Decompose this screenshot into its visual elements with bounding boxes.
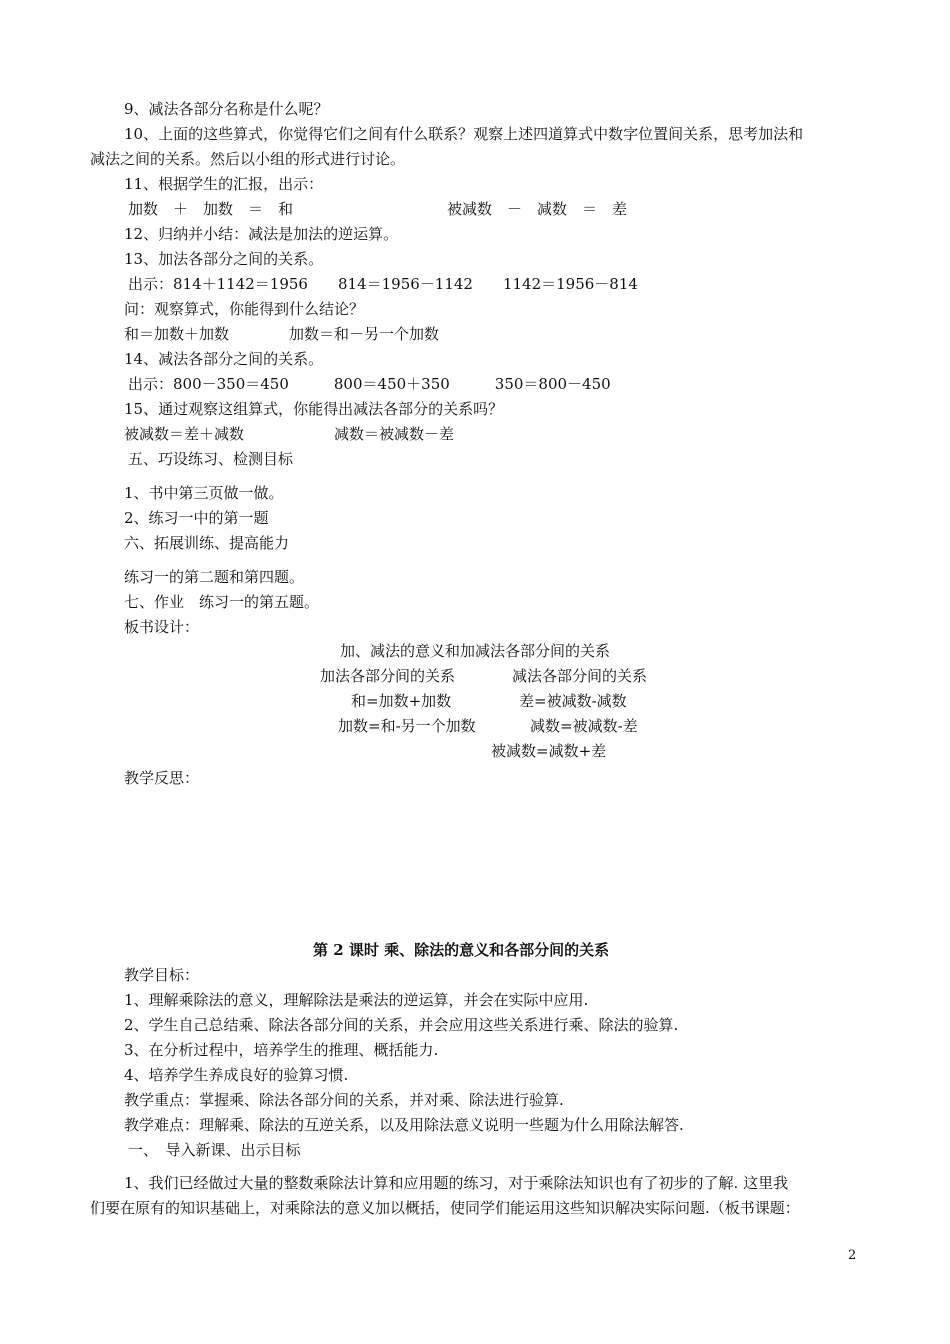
text-line: 14、减法各部分之间的关系。 (124, 350, 324, 368)
board-text: 被减数=减数+差 (491, 742, 607, 760)
text-line: 练习一的第二题和第四题。 (124, 568, 305, 586)
text-line: 被减数 － 减数 ＝ 差 (447, 200, 628, 218)
board-title: 加、减法的意义和加减法各部分间的关系 (340, 642, 611, 660)
board-text: 加法各部分间的关系 (320, 667, 456, 685)
text-line: 教学重点：掌握乘、除法各部分间的关系，并对乘、除法进行验算. (124, 1091, 564, 1109)
text-line: 们要在原有的知识基础上，对乘除法的意义加以概括，使同学们能运用这些知识解决实际问题.（板书课题： (90, 1199, 800, 1217)
text-line: 教学难点：理解乘、除法的互逆关系，以及用除法意义说明一些题为什么用除法解答. (124, 1116, 684, 1134)
text-line: 问：观察算式，你能得到什么结论？ (124, 300, 365, 318)
text-line: 板书设计： (124, 618, 200, 636)
board-text: 和=加数+加数 (351, 692, 452, 710)
text-line: 10、上面的这些算式，你觉得它们之间有什么联系？观察上述四道算式中数字位置间关系，思考加法和 (124, 125, 804, 143)
board-text: 减法各部分间的关系 (512, 667, 648, 685)
text-line: 2、练习一中的第一题 (124, 509, 269, 527)
text-line: 和＝加数＋加数 加数＝和－另一个加数 (124, 325, 440, 343)
text-line: 12、归纳并小结：减法是加法的逆运算。 (124, 225, 399, 243)
board-text: 减数=被减数-差 (530, 717, 638, 735)
text-line: 1、我们已经做过大量的整数乘除法计算和应用题的练习，对于乘除法知识也有了初步的了解. 这里我 (124, 1174, 789, 1192)
text-line: 4、培养学生养成良好的验算习惯. (124, 1066, 349, 1084)
text-line: 被减数＝差＋减数 减数＝被减数－差 (124, 425, 455, 443)
lesson-title: 第 2 课时 乘、除法的意义和各部分间的关系 (313, 941, 610, 959)
text-line: 2、学生自己总结乘、除法各部分间的关系，并会应用这些关系进行乘、除法的验算. (124, 1016, 679, 1034)
text-line: 9、减法各部分名称是什么呢？ (124, 100, 329, 118)
board-text: 加数=和-另一个加数 (338, 717, 476, 735)
text-line: 出示：800－350＝450 800＝450＋350 350＝800－450 (128, 375, 611, 393)
text-line: 3、在分析过程中，培养学生的推理、概括能力. (124, 1041, 439, 1059)
board-text: 差=被减数-减数 (519, 692, 627, 710)
text-line: 教学反思： (124, 769, 200, 787)
text-line: 加数 ＋ 加数 ＝ 和 (128, 200, 294, 218)
text-line: 教学目标： (124, 966, 200, 984)
text-line: 15、通过观察这组算式，你能得出减法各部分的关系吗？ (124, 400, 504, 418)
text-line: 1、理解乘除法的意义，理解除法是乘法的逆运算，并会在实际中应用. (124, 991, 589, 1009)
text-line: 七、作业 练习一的第五题。 (124, 593, 320, 611)
text-line: 11、根据学生的汇报，出示： (124, 175, 324, 193)
text-line: 减法之间的关系。然后以小组的形式进行讨论。 (90, 150, 406, 168)
text-line: 13、加法各部分之间的关系。 (124, 250, 324, 268)
section-heading: 六、拓展训练、提高能力 (124, 534, 290, 552)
text-line: 出示：814＋1142＝1956 814＝1956－1142 1142＝1956－814 (128, 275, 638, 293)
page-number: 2 (848, 1248, 857, 1263)
section-heading: 五、巧设练习、检测目标 (128, 450, 294, 468)
section-heading: 一、 导入新课、出示目标 (128, 1141, 301, 1159)
text-line: 1、书中第三页做一做。 (124, 484, 284, 502)
